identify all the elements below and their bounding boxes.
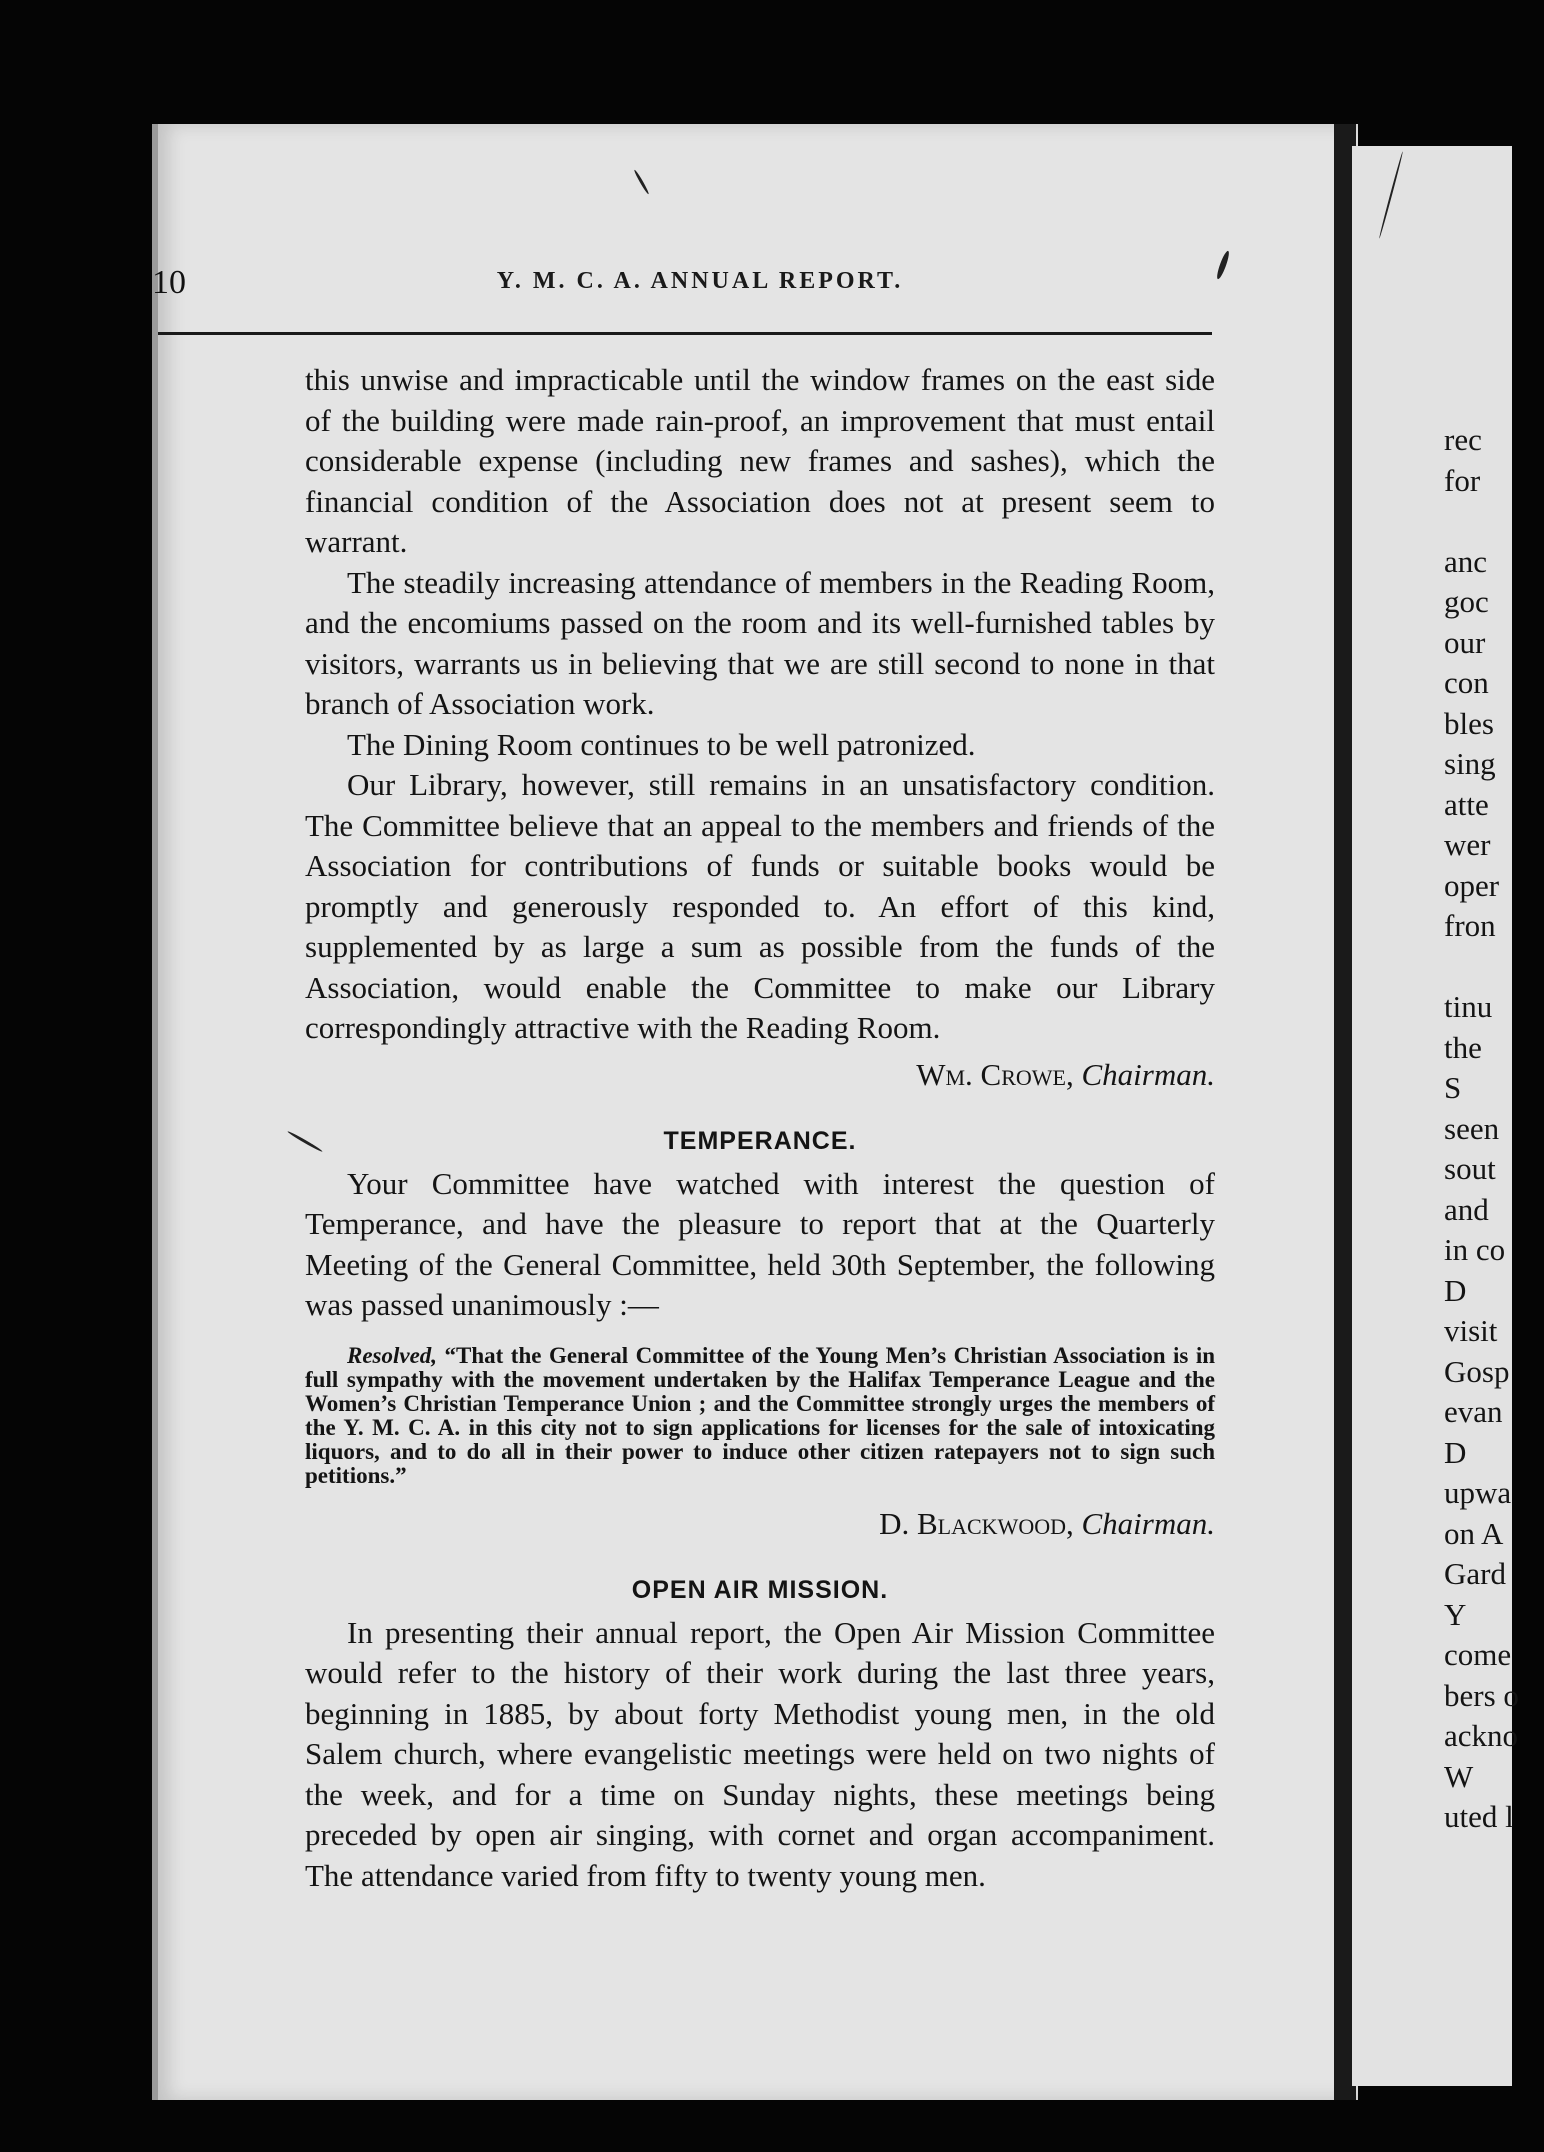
facing-line: for (1444, 462, 1481, 498)
facing-line: bles (1444, 705, 1494, 741)
facing-line: Y (1444, 1596, 1467, 1632)
facing-line: on A (1444, 1515, 1504, 1551)
facing-line: D (1444, 1434, 1467, 1470)
signature-title: Chairman. (1081, 1505, 1215, 1541)
facing-line: uted l (1444, 1799, 1514, 1834)
facing-line: seen (1444, 1110, 1500, 1146)
facing-line: ackno (1444, 1718, 1519, 1753)
paragraph-window-frames: this unwise and impracticable until the window frames on the east side of the building were made rain-proof, an improvement that must entail considerable expense (including new frames and sashes), which the financial condition of the Association does not at present seem to warrant. (305, 362, 1215, 559)
facing-line: come (1444, 1637, 1512, 1672)
facing-line: wer (1444, 827, 1491, 862)
paragraph-temperance: Your Committee have watched with interest the question of Temperance, and have the pleasure to report that at the Quarterly Meeting of the General Committee, held 30th September, the following was passed unanimously :— (305, 1165, 1215, 1322)
signature-crowe (305, 1055, 1215, 1096)
facing-line: Gosp (1444, 1353, 1510, 1389)
facing-line (1444, 947, 1544, 988)
signature-title: Chairman. (1081, 1056, 1215, 1092)
facing-line: evan (1444, 1394, 1503, 1429)
facing-page-text (1444, 420, 1544, 1838)
header-rule (158, 332, 1212, 335)
facing-line: visit (1444, 1313, 1498, 1348)
heading-temperance: TEMPERANCE. (663, 1127, 857, 1155)
paragraph-reading-room: The steadily increasing attendance of members in the Reading Room, and the encomiums passed on the room and its well-furnished tables by visitors, warrants us in believing that we are still second to none in that branch of Association work. (305, 564, 1215, 721)
signature-name: Wm. Crowe, (916, 1056, 1074, 1092)
resolution-text (305, 1344, 1215, 1488)
facing-line: con (1444, 665, 1489, 700)
resolved-label: Resolved, (347, 1342, 438, 1368)
facing-line: tinu (1444, 989, 1493, 1024)
facing-line: D (1444, 1272, 1467, 1308)
facing-line: fron (1444, 908, 1496, 943)
facing-line: sing (1444, 746, 1496, 781)
facing-line: bers o (1444, 1677, 1519, 1713)
facing-line: Gard (1444, 1556, 1506, 1591)
heading-open-air-mission: OPEN AIR MISSION. (631, 1576, 889, 1604)
resolved-body: “That the General Committee of the Young Men’s Christian Association is in full sympathy with the movement undertaken by the Halifax Temperance League and the Women’s Christian Temperance Union ; and the Committee strongly urges the members of the Y. M. C. A. in this city not to sign applications for licenses for the sale of intoxicating liquors, and to do all in their power to induce other citizen ratepayers not to sign such petitions.” (305, 1342, 1216, 1488)
facing-line: oper (1444, 867, 1500, 903)
facing-line: atte (1444, 786, 1489, 822)
facing-line: S (1444, 1070, 1462, 1105)
facing-line: upwa (1444, 1475, 1512, 1510)
page-number: 10 (152, 264, 186, 301)
facing-line: goc (1444, 584, 1489, 619)
paragraph-library: Our Library, however, still remains in an unsatisfactory condition. The Committee believe that an appeal to the members and friends of the Association for contributions of funds or suitable books would be promptly and generously responded to. An effort of this kind, supplemented by as large a sum as possible from the funds of the Association, would enable the Committee to make our Library correspondingly attractive with the Reading Room. (305, 767, 1215, 1045)
facing-line: our (1444, 624, 1486, 660)
paragraph-open-air-mission: In presenting their annual report, the Open Air Mission Committee would refer to the history of their work during the last three years, beginning in 1885, by about forty Methodist young men, in the old Salem church, where evangelistic meetings were held on two nights of the week, and for a time on Sunday nights, these meetings being preceded by open air singing, with cornet and organ accompaniment. The attendance varied from fifty to twenty young men. (305, 1614, 1215, 1893)
facing-line: anc (1444, 543, 1488, 579)
signature-blackwood (305, 1504, 1215, 1545)
facing-line: the (1444, 1029, 1482, 1065)
facing-line: W (1444, 1758, 1474, 1794)
paragraph-dining-room: The Dining Room continues to be well patronized. (347, 726, 976, 762)
facing-line: and (1444, 1191, 1489, 1227)
facing-line: sout (1444, 1151, 1496, 1186)
signature-name: D. Blackwood, (879, 1505, 1074, 1541)
facing-line: in co (1444, 1232, 1506, 1267)
facing-line: rec (1444, 422, 1482, 457)
running-title: Y. M. C. A. ANNUAL REPORT. (496, 268, 904, 294)
facing-line (1444, 501, 1544, 542)
page-body (305, 360, 1215, 1896)
